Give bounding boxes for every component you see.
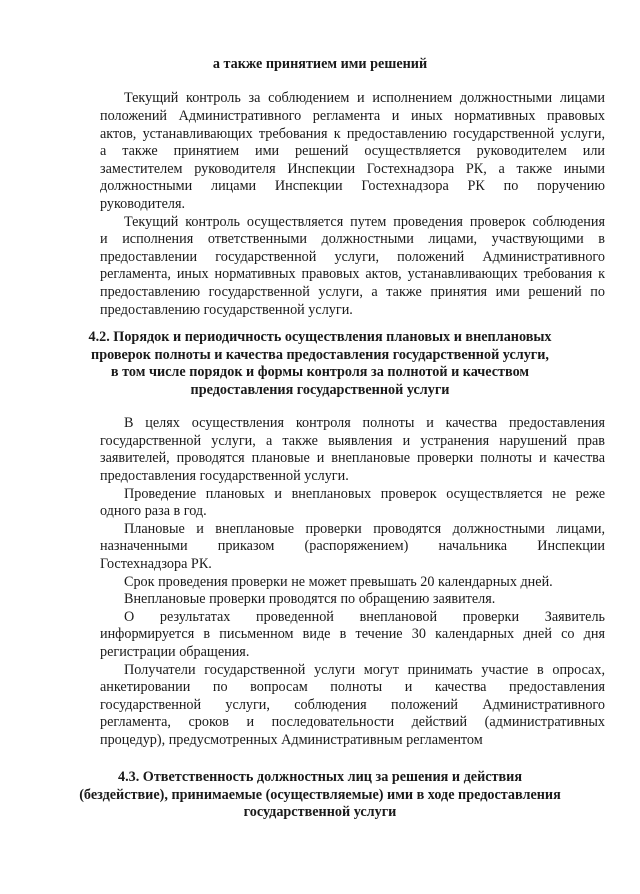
paragraph-line: Срок проведения проверки не может превышать 20 календарных дней. <box>124 574 553 590</box>
paragraph-line: Получатели государственной услуги могут принимать участие в опросах, <box>124 662 605 678</box>
section-heading-4-2: проверок полноты и качества предоставления государственной услуги, <box>91 347 549 363</box>
paragraph-line: назначенными приказом (распоряжением) начальника Инспекции <box>100 538 605 554</box>
paragraph-line: и исполнения ответственными должностными лицами, участвующими в <box>100 231 605 247</box>
paragraph-line: предоставлении государственной услуги, положений Административного <box>100 249 605 265</box>
paragraph-line: положений Административного регламента и иных нормативных правовых <box>100 108 605 124</box>
paragraph-line: процедур), предусмотренных Административным регламентом <box>100 732 483 748</box>
paragraph-line: Внеплановые проверки проводятся по обращению заявителя. <box>124 591 496 607</box>
paragraph-line: Текущий контроль осуществляется путем проведения проверок соблюдения <box>124 214 605 230</box>
paragraph-line: должностными лицами Инспекции Гостехнадзора РК по поручению <box>100 178 605 194</box>
paragraph-line: анкетировании по вопросам полноты и качества предоставления <box>100 679 605 695</box>
paragraph-line: предоставления государственной услуги. <box>100 468 349 484</box>
paragraph-line: В целях осуществления контроля полноты и качества предоставления <box>124 415 605 431</box>
paragraph-line: государственной услуги, а также выявления и устранения нарушений прав <box>100 433 605 449</box>
paragraph-line: заместителем руководителя Инспекции Гостехнадзора РК, а также иными <box>100 161 605 177</box>
paragraph-line: государственной услуги, соблюдения положений Административного <box>100 697 605 713</box>
section-heading-4-3: 4.3. Ответственность должностных лиц за решения и действия <box>117 769 523 785</box>
paragraph-line: предоставлению государственной услуги. <box>100 302 353 318</box>
paragraph-line: одного раза в год. <box>100 503 207 519</box>
section-heading-4-3: государственной услуги <box>243 804 397 820</box>
intro-heading: а также принятием ими решений <box>212 56 428 72</box>
paragraph-line: Проведение плановых и внеплановых проверок осуществляется не реже <box>124 486 605 502</box>
section-heading-4-2: в том числе порядок и формы контроля за полнотой и качеством <box>110 364 530 380</box>
paragraph-line: регламента, сроков и последовательности действий (административных <box>100 714 605 730</box>
paragraph-line: предоставлению государственной услуги, а также принятия ими решений по <box>100 284 605 300</box>
paragraph-line: заявителей, проводятся плановые и внеплановые проверки полноты и качества <box>100 450 605 466</box>
paragraph-line: руководителя. <box>100 196 186 212</box>
paragraph-line: регистрации обращения. <box>100 644 250 660</box>
paragraph-line: Плановые и внеплановые проверки проводятся должностными лицами, <box>124 521 605 537</box>
paragraph-line: Гостехнадзора РК. <box>100 556 212 572</box>
paragraph-line: актов, устанавливающих требования к предоставлению государственной услуги, <box>100 126 605 142</box>
section-heading-4-3: (бездействие), принимаемые (осуществляемые) ими в ходе предоставления <box>79 787 561 803</box>
paragraph-line: информируется в письменном виде в течение 30 календарных дней со дня <box>100 626 605 642</box>
section-heading-4-2: 4.2. Порядок и периодичность осуществления плановых и внеплановых <box>88 329 552 345</box>
paragraph-line: а также принятием ими решений осуществляется руководителем или <box>100 143 605 159</box>
paragraph-line: регламента, иных нормативных правовых актов, устанавливающих требования к <box>100 266 605 282</box>
paragraph-line: Текущий контроль за соблюдением и исполнением должностными лицами <box>124 90 605 106</box>
paragraph-line: О результатах проведенной внеплановой проверки Заявитель <box>124 609 605 625</box>
section-heading-4-2: предоставления государственной услуги <box>190 382 450 398</box>
